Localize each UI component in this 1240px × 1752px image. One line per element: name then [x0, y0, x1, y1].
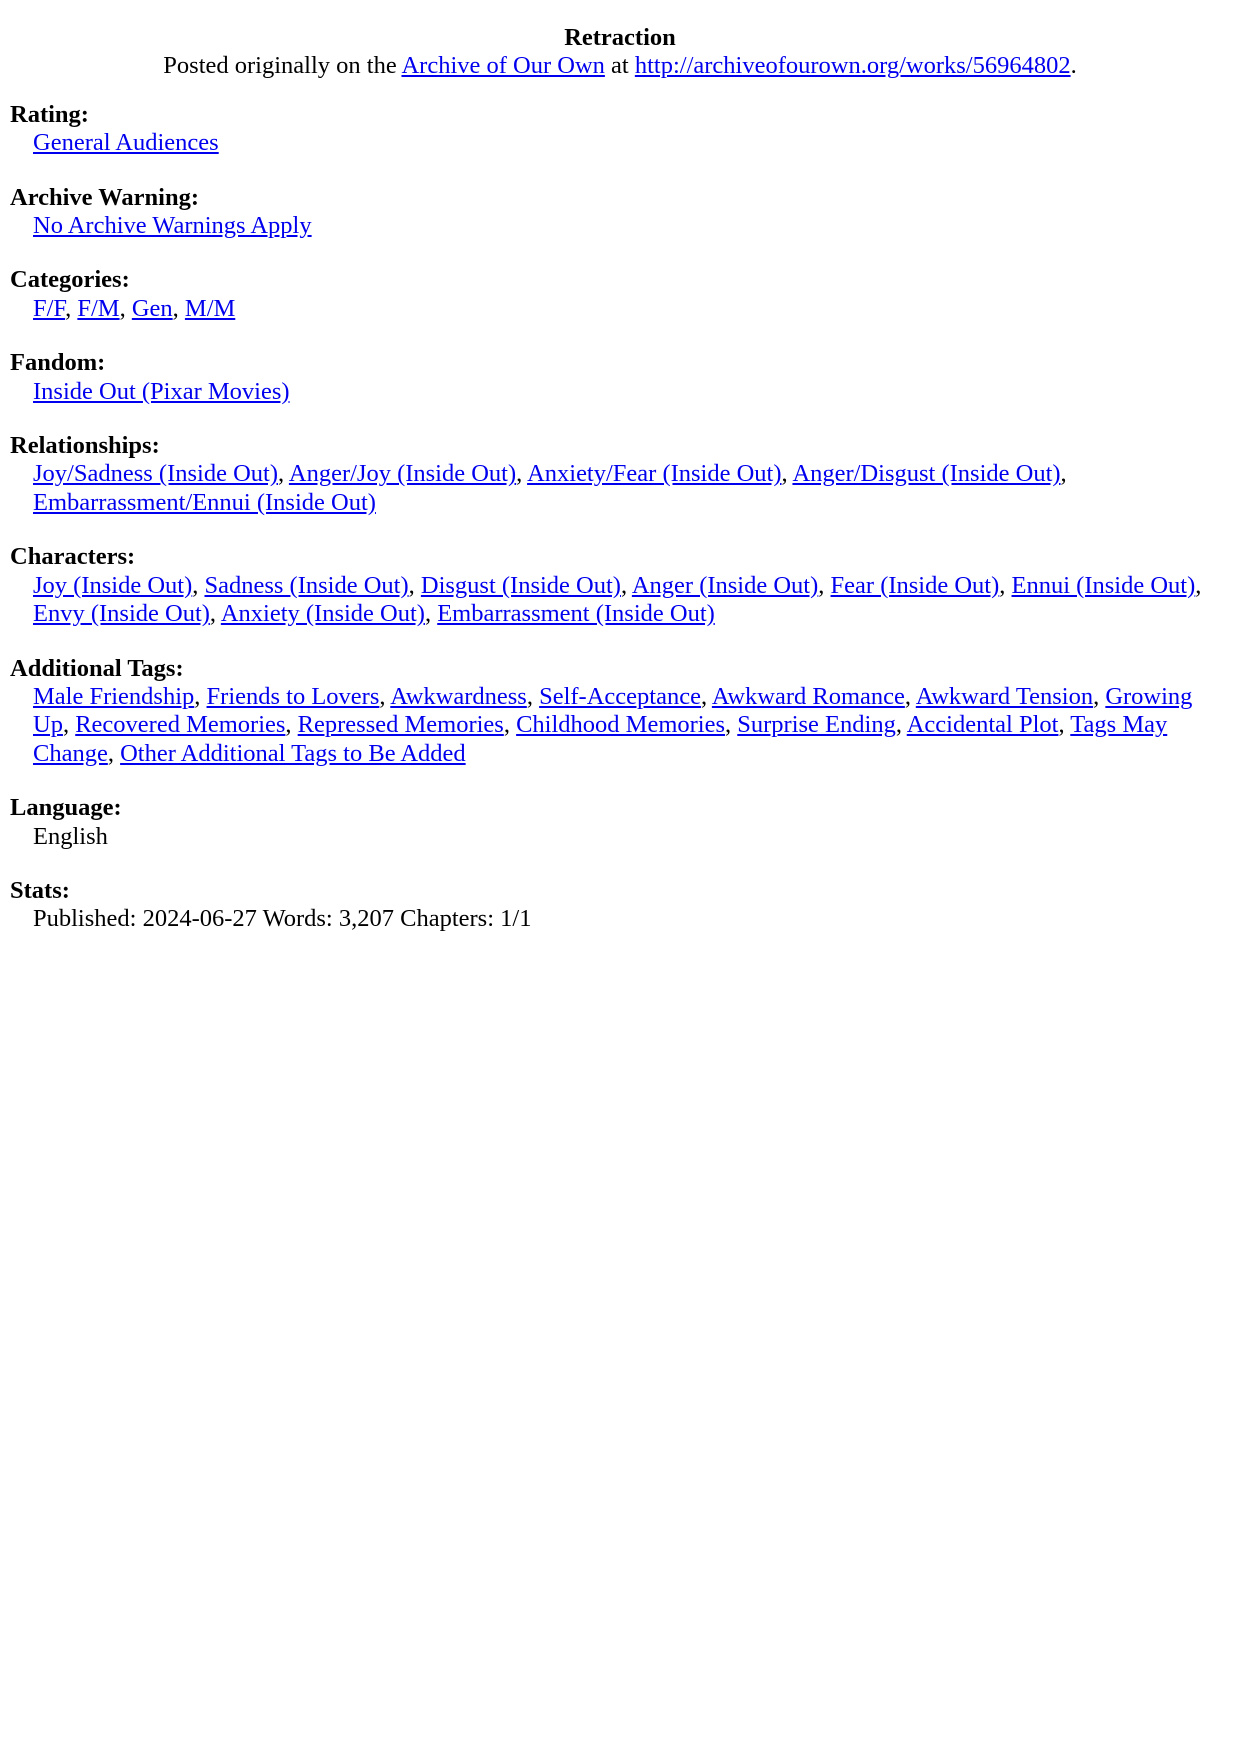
tag-link-additional-tags-6[interactable]: Growing Up — [33, 682, 1193, 739]
tag-link-relationships-3[interactable]: Anger/Disgust (Inside Out) — [792, 460, 1061, 488]
tag-link-categories-2[interactable]: Gen — [131, 294, 173, 322]
byline-middle: at — [604, 52, 635, 80]
tag-link-additional-tags-2[interactable]: Awkwardness — [390, 682, 527, 710]
tag-link-additional-tags-8[interactable]: Repressed Memories — [297, 711, 504, 739]
tag-link-rating-0[interactable]: General Audiences — [33, 129, 219, 157]
tag-link-additional-tags-7[interactable]: Recovered Memories — [75, 711, 286, 739]
tag-link-additional-tags-3[interactable]: Self-Acceptance — [539, 682, 701, 710]
tag-link-additional-tags-4[interactable]: Awkward Romance — [711, 682, 905, 710]
tag-link-relationships-1[interactable]: Anger/Joy (Inside Out) — [288, 460, 517, 488]
tag-link-categories-0[interactable]: F/F — [33, 294, 66, 322]
tag-link-characters-4[interactable]: Fear (Inside Out) — [830, 571, 1000, 599]
tag-link-additional-tags-12[interactable]: Tags May Change — [33, 711, 1168, 767]
tag-link-characters-3[interactable]: Anger (Inside Out) — [631, 571, 819, 599]
meta-section-characters — [10, 543, 1230, 628]
work-metadata-list — [10, 101, 1230, 934]
tag-link-fandom-0[interactable]: Inside Out (Pixar Movies) — [33, 377, 290, 405]
meta-label-stats: Stats: — [10, 876, 70, 904]
tag-link-characters-8[interactable]: Embarrassment (Inside Out) — [437, 600, 715, 628]
tag-link-additional-tags-1[interactable]: Friends to Lovers — [206, 682, 380, 710]
meta-section-rating — [10, 101, 1230, 158]
tag-link-characters-5[interactable]: Ennui (Inside Out) — [1011, 571, 1196, 599]
tag-link-categories-3[interactable]: M/M — [184, 294, 236, 322]
byline-suffix: . — [1070, 52, 1077, 80]
byline-prefix: Posted originally on the — [163, 52, 402, 80]
tag-link-characters-7[interactable]: Anxiety (Inside Out) — [220, 600, 425, 628]
tag-link-relationships-2[interactable]: Anxiety/Fear (Inside Out) — [527, 460, 782, 488]
tag-link-characters-6[interactable]: Envy (Inside Out) — [33, 600, 210, 628]
tag-link-characters-2[interactable]: Disgust (Inside Out) — [420, 571, 621, 599]
meta-label-language: Language: — [10, 794, 122, 822]
posted-origin-line — [10, 52, 1230, 80]
work-header — [10, 24, 1230, 81]
meta-value-stats: Published: 2024-06-27 Words: 3,207 Chapters: 1/1 — [33, 905, 532, 933]
tag-link-additional-tags-11[interactable]: Accidental Plot — [906, 711, 1059, 739]
meta-value-characters: Joy (Inside Out), Sadness (Inside Out), Disgust (Inside Out), Anger (Inside Out), Fear (Inside Out), Ennui (Inside Out), Envy (Inside Out), Anxiety (Inside Out), Embarrassment (Inside Out) — [33, 571, 1202, 628]
meta-value-language: English — [33, 822, 108, 850]
meta-value-rating — [33, 129, 1230, 157]
work-title: Retraction — [564, 24, 676, 51]
meta-section-relationships — [10, 432, 1230, 517]
tag-link-relationships-0[interactable]: Joy/Sadness (Inside Out) — [33, 460, 278, 488]
tag-link-additional-tags-0[interactable]: Male Friendship — [33, 682, 195, 710]
meta-value-relationships: Joy/Sadness (Inside Out), Anger/Joy (Inside Out), Anxiety/Fear (Inside Out), Anger/Disgust (Inside Out), Embarrassment/Ennui (Inside Out) — [33, 460, 1067, 516]
meta-section-language — [10, 794, 1230, 851]
tag-link-categories-1[interactable]: F/M — [77, 294, 120, 322]
meta-label-archive-warning: Archive Warning: — [10, 183, 199, 211]
meta-section-archive-warning — [10, 184, 1230, 241]
work-url-link[interactable]: http://archiveofourown.org/works/56964802 — [634, 52, 1071, 80]
tag-link-archive-warning-0[interactable]: No Archive Warnings Apply — [33, 212, 312, 240]
meta-label-characters: Characters: — [10, 543, 136, 571]
tag-link-additional-tags-5[interactable]: Awkward Tension — [915, 682, 1094, 710]
tag-link-additional-tags-13[interactable]: Other Additional Tags to Be Added — [120, 739, 466, 767]
meta-label-fandom: Fandom: — [10, 349, 106, 377]
tag-link-relationships-4[interactable]: Embarrassment/Ennui (Inside Out) — [33, 488, 376, 516]
archive-of-our-own-link[interactable]: Archive of Our Own — [401, 52, 605, 80]
tag-link-characters-0[interactable]: Joy (Inside Out) — [33, 571, 193, 599]
tag-link-additional-tags-9[interactable]: Childhood Memories — [516, 711, 726, 739]
meta-value-additional-tags: Male Friendship, Friends to Lovers, Awkwardness, Self-Acceptance, Awkward Romance, Awkward Tension, Growing Up, Recovered Memories, Repressed Memories, Childhood Memories, Surprise Ending, Accidental Plot, Tags May Change, Other Additional Tags to Be Added — [33, 682, 1193, 767]
meta-section-stats — [10, 877, 1230, 934]
meta-section-additional-tags — [10, 655, 1230, 769]
meta-label-relationships: Relationships: — [10, 432, 160, 460]
tag-link-additional-tags-10[interactable]: Surprise Ending — [737, 711, 896, 739]
meta-section-fandom — [10, 349, 1230, 406]
meta-label-rating: Rating: — [10, 100, 89, 128]
meta-value-categories: F/F, F/M, Gen, M/M — [33, 294, 236, 322]
meta-label-categories: Categories: — [10, 266, 130, 294]
meta-value-fandom — [33, 378, 1230, 406]
meta-section-categories — [10, 266, 1230, 323]
meta-value-archive-warning — [33, 212, 1230, 240]
meta-label-additional-tags: Additional Tags: — [10, 654, 184, 682]
tag-link-characters-1[interactable]: Sadness (Inside Out) — [204, 571, 409, 599]
